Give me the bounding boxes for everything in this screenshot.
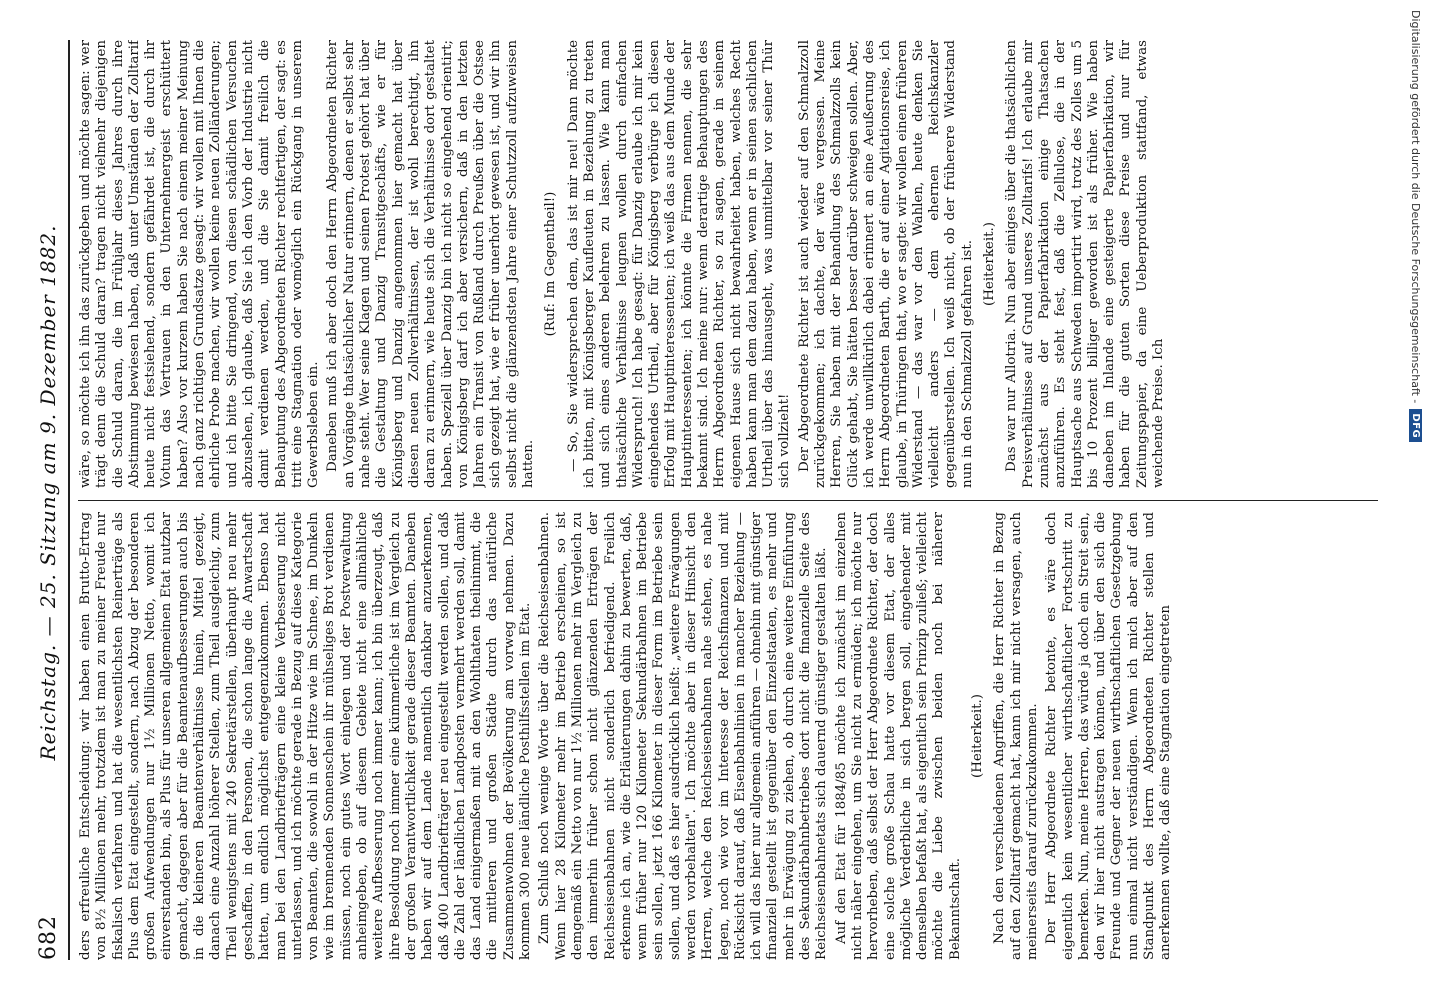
paragraph: ders erfreuliche Entscheidung: wir haben einen Brutto-Ertrag von 8½ Millionen mehr, trotzdem ist man zu meiner Freude nur fiskalisch verfahren und hat die wesentlichsten Reinerträge als Plus dem Etat eingestellt, sondern, nach Abzug der besonderen großen Aufwendungen nur 1½ Millionen Netto, womit ich einverstanden bin, als Plus für unseren allgemeinen Etat nutzbar gemacht, dagegen aber für die Beamtenaufbesserungen auch bis in die kleineren Beamtenverhältnisse hinein, Mittel gezeigt, danach eine Anzahl höherer Stellen, zum Theil ausgleichig, zum Theil wenigstens mit 240 Sekretärstellen, überhaupt neu mehr geschaffen, in den Personen, die schon lange die Anwartschaft hatten, um endlich möglichst entgegenzukommen. Ebenso hat man bei den Landbriefträgern eine kleine Verbesserung nicht unterlassen, und ich möchte gerade in Bezug auf diese Kategorie von Beamten, die sowohl in der Hitze wie im Schnee, im Dunkeln wie im brennenden Sonnenschein ihr mühseliges Brot verdienen müssen, noch ein gutes Wort einlegen und der Postverwaltung anheimgeben, ob auf diesem Gebiete nicht eine allmähliche weitere Aufbesserung noch immer kann; ich bin überzeugt, daß ihre Besoldung noch immer eine kümmerliche ist im Vergleich zu der großen Verantwortlichkeit gerade dieser Beamten. Daneben haben wir auf dem Lande namentlich dankbar anzuerkennen, daß 400 Landbriefträger neu eingestellt werden sollen, und daß die Zahl der ländlichen Landposten vermehrt werden soll, damit das Land einigermaßen mit an den Wohlthaten theilnimmt, die die mittleren und großen Städte durch das natürliche Zusammenwohnen der Bevölkerung am vorweg nehmen. Dazu kommen 300 neue ländliche Posthilfsstellen im Etat. [78,512,534,960]
paragraph: Zum Schluß noch wenige Worte über die Reichseisenbahnen. Wenn hier 28 Kilometer mehr im Betrieb erscheinen, so ist demgemäß ein Netto von nur 1½ Millionen mehr im Vergleich zu den immerhin früher schon nicht glänzenden Erträgen der Reichseisenbahnen nicht sonderlich befriedigend. Freilich erkenne ich an, wie die Erläuterungen dahin zu bewerten, daß, wenn früher nur 120 Kilometer Sekundärbahnen im Betriebe sein sollen, jetzt 166 Kilometer in dieser Form im Betriebe sein sollen, und daß es hier ausdrücklich heißt: „weitere Erwägungen werden vorbehalten". Ich möchte aber in dieser Hinsicht den Herren, welche den Reichseisenbahnen nahe stehen, es nahe legen, noch wie vor im Interesse der Reichsfinanzen und mit Rücksicht darauf, daß Eisenbahnlinien in mancher Beziehung — ich will das hier nur allgemein anführen — ohnehin mit günstiger finanziell gestellt ist gegenüber den Einzelstaaten, es mehr und mehr in Erwägung zu ziehen, ob durch eine weitere Einführung des Sekundärbahnbetriebes dort nicht die finanzielle Seite des Reichseisenbahnetats sich dauernd günstiger gestalten läßt. [537,512,830,960]
paragraph: Der Herr Abgeordnete Richter betonte, es wäre doch eigentlich kein wesentlicher wirthschaftlicher Fortschritt zu bemerken. Nun, meine Herren, das würde ja doch ein Streit sein, den wir hier nicht austragen können, und über den sich die Freunde und Gegner der neuen wirthschaftlichen Gesetzgebung nun einmal nicht verständigen. Wenn ich mich aber auf den Standpunkt des Herrn Abgeordneten Richter stellen und anerkennen wollte, daß eine Stagnation eingetreten [1044,512,1174,960]
digitization-note [1402,0,1430,1000]
page-number: 682 [35,915,61,960]
paragraph: Der Abgeordnete Richter ist auch wieder auf den Schmalzzoll zurückgekommen; ich dachte, der wäre vergessen. Meine Herren, Sie haben mit der Behandlung des Schmalzzolls kein Glück gehabt, Sie hätten besser darüber schweigen sollen. Aber, ich werde unwillkürlich dabei erinnert an eine Aeußerung des Herrn Abgeordneten Barth, die er auf einer Agitationsreise, ich glaube, in Thüringen that, wo er sagte: wir wollen einen früheren Widerstand — das war vor den Wahlen, heute denken Sie vielleicht anders — dem ehernen Reichskanzler gegenüberstellen. Ich weiß nicht, ob der früherere Widerstand nun in den Schmalzzoll gefahren ist. [796,40,975,488]
dfg-logo: DFG [1410,409,1423,442]
paragraph: Daneben muß ich aber doch den Herrn Abgeordneten Richter an Vorgänge thatsächlicher Natur erinnern, denen er selbst sehr nahe steht. Wer seine Klagen und seinen Protest gehört hat über die Gestaltung und Danzig Transitgeschäfts, wie er für Königsberg und Danzig angenommen hier gemacht hat über diesen neuen Zollverhältnissen, der ist wohl berechtigt, ihn daran zu erinnern, wie heute sich die Verhältnisse dort gestaltet haben. Speziell über Danzig bin ich nicht so eingehend orientirt; von Königsberg darf ich aber versichern, daß in den letzten Jahren ein Transit von Rußland durch Preußen über die Ostsee sich gezeigt hat, wie er früher unerhört gewesen ist, und wir ihn selbst nicht die glänzendsten Jahre einer Schutzzoll aufzuweisen hatten. [325,40,537,488]
stage-direction: (Ruf: Im Gegentheil!) [543,191,559,337]
stage-direction: (Heiterkeit.) [982,222,998,306]
column-divider [78,500,1378,501]
paragraph: wäre, so möchte ich ihn das zurückgeben und möchte sagen: wer trägt denn die Schuld daran? tragen nicht vielmehr diejenigen die Schuld daran, die im Frühjahr dieses Jahres durch ihre Abstimmung bewiesen haben, daß unter Umständen der Zolltarif heute nicht festsiehend, sondern gefährdet ist, die durch ihr Votum das Vertrauen in den Unternehmergeist erschüttert haben? Also vor kurzem haben Sie nach einem meiner Meinung nach ganz richtigen Grundsatze gesagt: wir wollen mit Ihnen die ehrliche Probe machen, wir wollen keine neuen Zolländerungen; und ich bitte Sie dringend, von diesen schädlichen Versuchen abzusehen, ich glaube, daß Sie ich den Vorb der Industrie nicht damit verdienen werden, und die Sie damit freilich die Behauptung des Abgeordneten Richter rechtfertigen, der sagt: es tritt eine Stagnation oder womöglich ein Rückgang in unserem Gewerbsleben ein. [78,40,322,488]
stage-direction: (Heiterkeit.) [970,694,986,778]
left-column [78,512,1378,960]
paragraph: Das war nur Allotria. Nun aber einiges über die thatsächlichen Preisverhältnisse auf Grund unseres Zolltarifs! Ich erlaube mir zunächst aus der Papierfabrikation einige Thatsachen anzuführen. Es steht fest, daß die Zellulose, die in der Hauptsache aus Schweden importirt wird, trotz des Zolles um 5 bis 10 Prozent billiger geworden ist als früher. Wie haben daneben im Inlande eine gesteigerte Papierfabrikation, wir haben für die guten Sorten diese Preise und nur für Zeitungspapier, da eine Ueberproduktion stattfand, etwas weichende Preise. Ich [1004,40,1166,488]
paragraph: — So, Sie widersprechen dem, das ist mir neu! Dann möchte ich bitten, mit Königsberger Kaufleuten in Beziehung zu treten und sich eines anderen belehren zu lassen. Wie kann man thatsächliche Verhältnisse leugnen wollen durch einfachen Widerspruch! Ich habe gesagt: für Danzig erlaube ich mir kein eingehendes Urtheil, aber für Königsberg verbürge ich diesen Erfolg mit Hauptinteressenten; ich weiß das aus dem Munde der Hauptinteressenten; ich könnte die Firmen nennen, die sehr bekannt sind. Ich meine nur: wenn derartige Behauptungen des Herrn Abgeordneten Richter, so zu sagen, gerade in seinem eigenen Hause sich nicht bewahrheitet haben, welches Recht haben kann man dem dazu haben, wenn er in seinen sachlichen Urtheil über das hinausgeht, was unmittelbar vor seiner Thür sich vollzieht! [565,40,793,488]
paragraph: Auf den Etat für 1884/85 möchte ich zunächst im einzelnen nicht näher eingehen, um Sie nicht zu ermüden; ich möchte nur hervorheben, daß selbst der Herr Abgeordnete Richter, der doch eine solche große Schau hatte vor diesem Etat, der alles mögliche Verderbliche in sich bergen soll, eingehender mit demselben befaßt hat, als eigentlich sein Prinzip zuließ; vielleicht möchte die Liebe zwischen beiden noch bei näherer Bekanntschaft. [833,512,963,960]
digitization-text: Digitalisierung gefördert durch die Deutsche Forschungsgemeinschaft - [1409,10,1423,404]
page-header [28,40,70,960]
paragraph: Nach den verschiedenen Angriffen, die Herr Richter in Bezug auf den Zolltarif gemacht hat, kann ich mir nicht versagen, auch meinerseits darauf zurückzukommen. [992,512,1040,960]
right-column [78,40,1378,488]
running-title: Reichstag. — 25. Sitzung am 9. Dezember 1882. [36,224,60,761]
